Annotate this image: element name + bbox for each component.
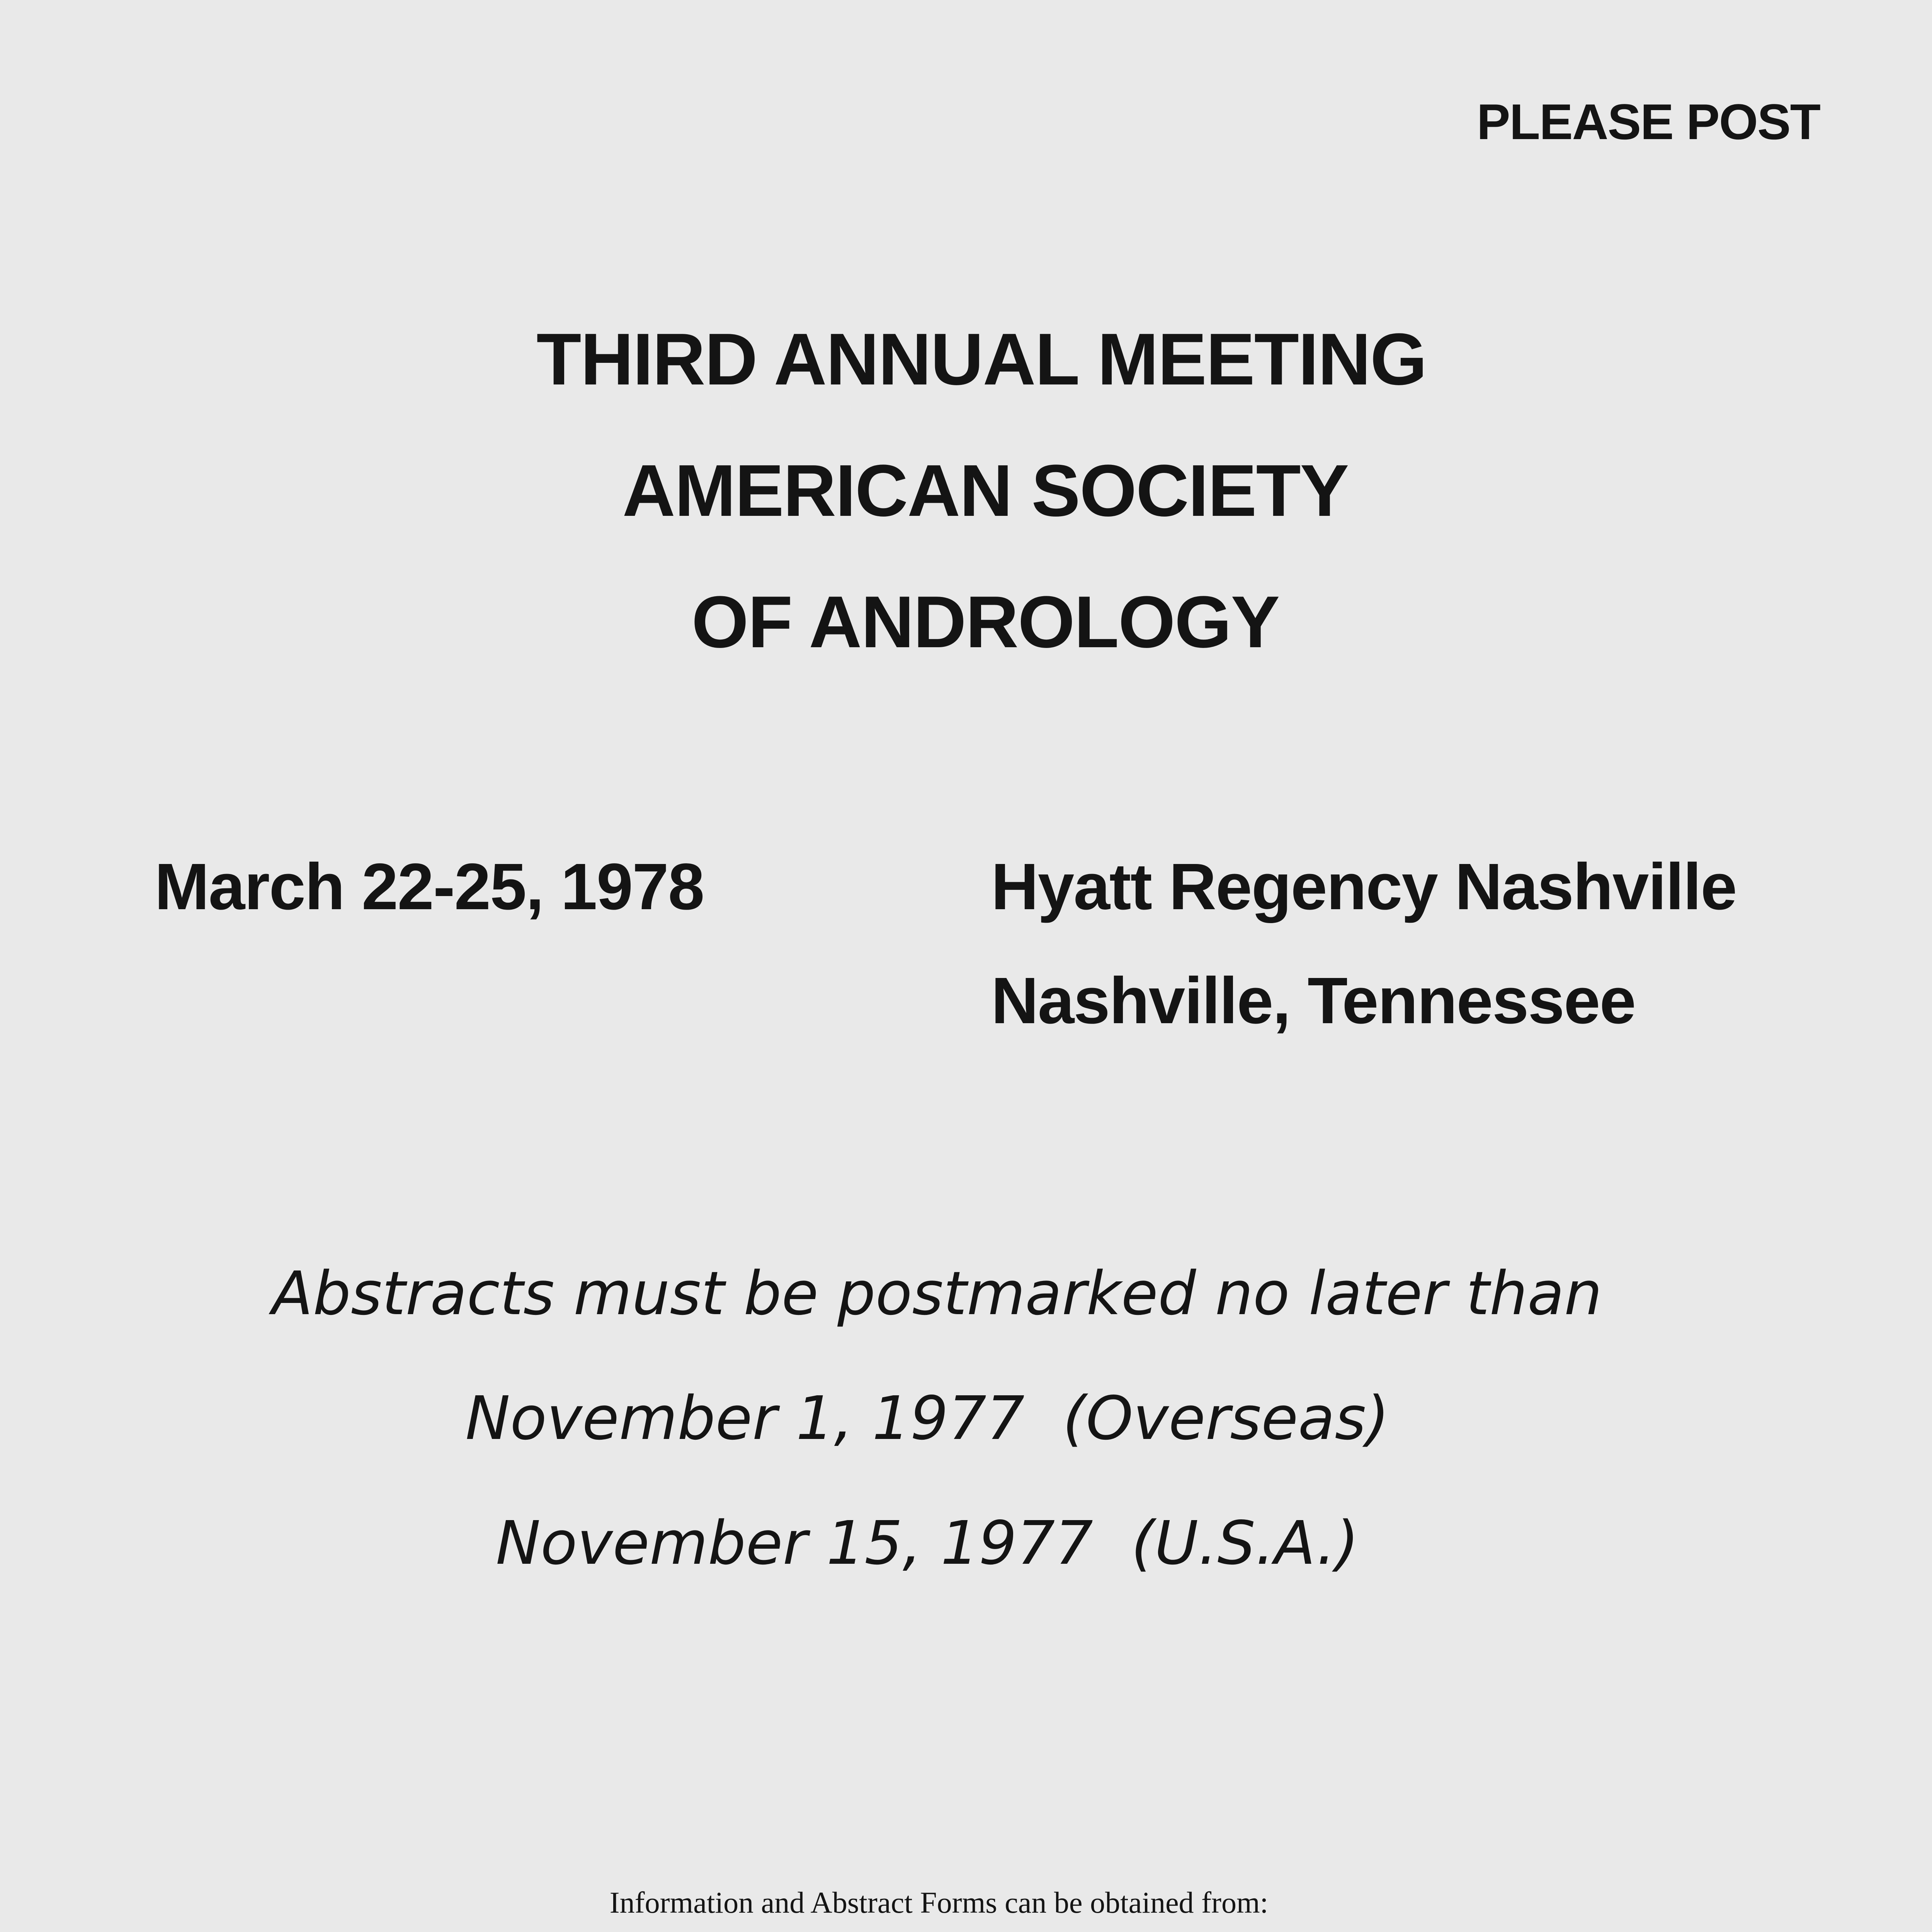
meeting-dates: March 22-25, 1978 bbox=[155, 850, 704, 923]
venue-block bbox=[991, 850, 1736, 1037]
usa-date: November 15, 1977 bbox=[496, 1508, 1093, 1578]
title-line-1: THIRD ANNUAL MEETING bbox=[536, 318, 1427, 400]
please-post-notice: PLEASE POST bbox=[1476, 94, 1820, 150]
title-line-3: OF ANDROLOGY bbox=[691, 581, 1279, 663]
meeting-title bbox=[0, 294, 1932, 688]
abstract-deadline bbox=[0, 1259, 1932, 1578]
title-line-2: AMERICAN SOCIETY bbox=[622, 450, 1349, 532]
overseas-date: November 1, 1977 bbox=[465, 1383, 1025, 1453]
info-text: Information and Abstract Forms can be obtained from: bbox=[609, 1886, 1269, 1919]
deadline-overseas bbox=[0, 1383, 1932, 1453]
venue-name: Hyatt Regency Nashville bbox=[991, 850, 1736, 923]
deadline-usa bbox=[0, 1508, 1932, 1578]
usa-label: (U.S.A.) bbox=[1131, 1508, 1359, 1578]
overseas-label: (Overseas) bbox=[1063, 1383, 1389, 1453]
deadline-intro: Abstracts must be postmarked no later than bbox=[272, 1259, 1602, 1328]
venue-city: Nashville, Tennessee bbox=[991, 964, 1636, 1037]
